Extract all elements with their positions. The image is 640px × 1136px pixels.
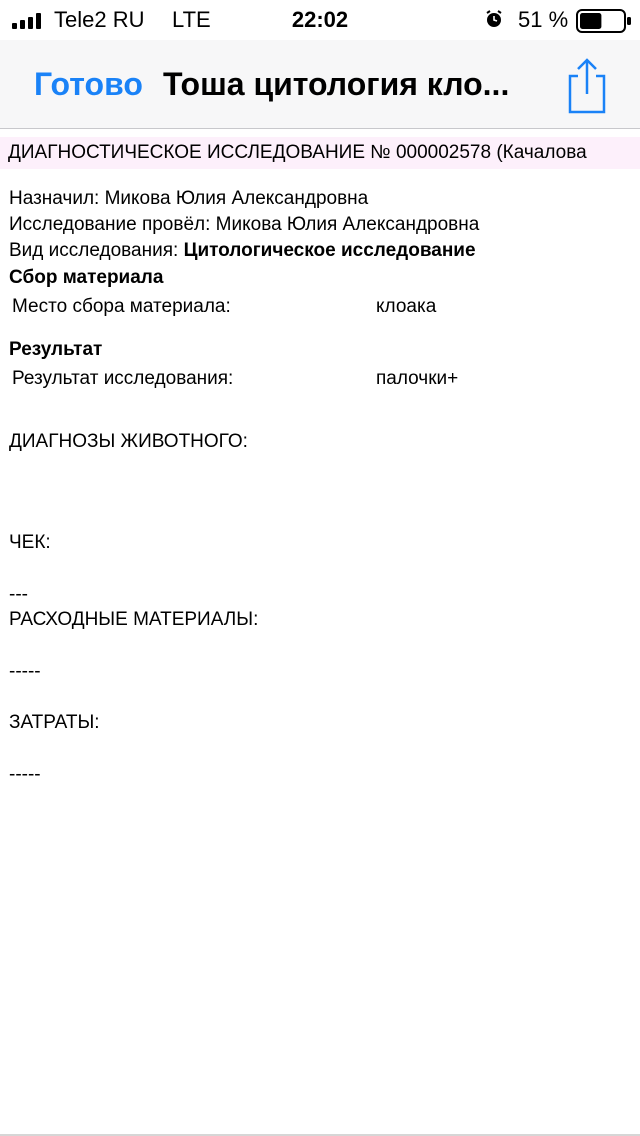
study-type-label: Вид исследования: — [9, 240, 184, 261]
costs-value: ----- — [9, 764, 41, 785]
carrier-name: Tele2 RU — [54, 7, 145, 32]
study-type — [9, 239, 476, 263]
result-value: палочки+ — [376, 368, 459, 389]
status-time: 22:02 — [291, 7, 349, 32]
share-icon[interactable] — [562, 56, 612, 116]
check-label: ЧЕК: — [9, 532, 51, 553]
battery-icon — [576, 9, 632, 33]
collection-site-label: Место сбора материала: — [12, 296, 231, 317]
materials-label: РАСХОДНЫЕ МАТЕРИАЛЫ: — [9, 609, 259, 630]
check-value: --- — [9, 584, 28, 605]
done-button[interactable]: Готово — [34, 66, 143, 102]
assigned-by: Назначил: Микова Юлия Александровна — [9, 188, 369, 209]
diagnoses-label: ДИАГНОЗЫ ЖИВОТНОГО: — [9, 431, 248, 452]
page-title: Тоша цитология кло... — [163, 66, 510, 102]
study-type-value: Цитологическое исследование — [183, 240, 476, 261]
collection-site-value: клоака — [376, 296, 437, 317]
result-label: Результат исследования: — [12, 368, 234, 389]
document-header: ДИАГНОСТИЧЕСКОЕ ИССЛЕДОВАНИЕ № 000002578 (Качалова — [0, 137, 640, 169]
performed-by: Исследование провёл: Микова Юлия Александровна — [9, 214, 480, 235]
nav-divider — [0, 128, 640, 129]
collection-section-title: Сбор материала — [9, 267, 164, 288]
result-section-title: Результат — [9, 339, 103, 360]
costs-label: ЗАТРАТЫ: — [9, 712, 100, 733]
battery-percent: 51 % — [518, 7, 569, 32]
alarm-icon — [484, 9, 504, 29]
materials-value: ----- — [9, 661, 41, 682]
status-bar — [0, 0, 640, 40]
navigation-bar — [0, 40, 640, 128]
network-type: LTE — [172, 7, 211, 32]
